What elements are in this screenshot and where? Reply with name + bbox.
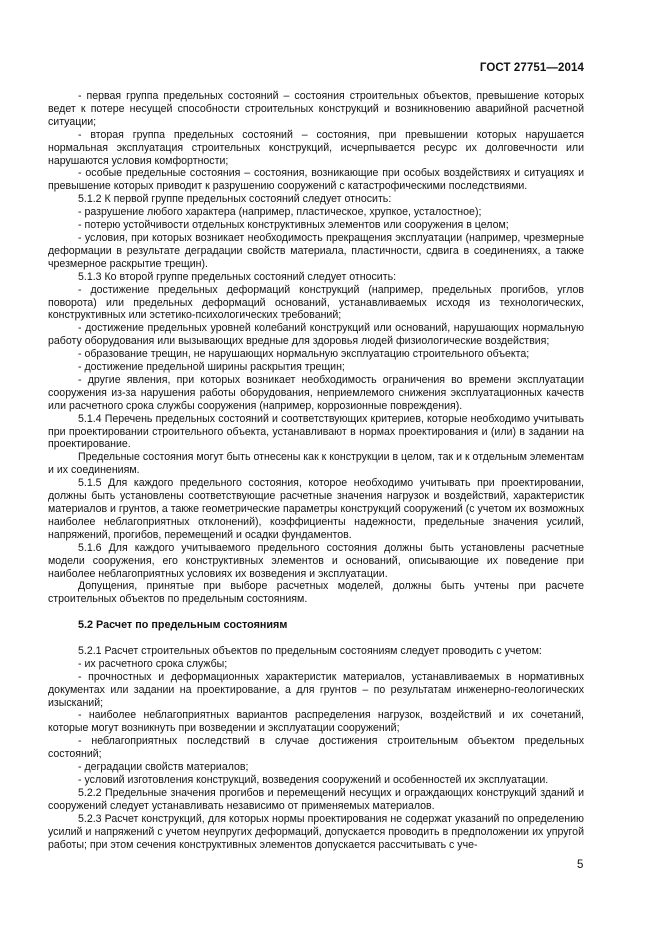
document-header-id: ГОСТ 27751—2014: [479, 62, 584, 74]
section-heading-5-2: 5.2 Расчет по предельным состояниям: [78, 619, 288, 632]
list-item: - другие явления, при которых возникает необходимость ограничения во времени эксплуатации сооружения из-за нарушения работы оборудования, неприемлемого снижения эксплуатационных качеств или расчетного срока службы сооружения (например, коррозионные повреждения).: [48, 373, 584, 412]
list-item: - наиболее неблагоприятных вариантов распределения нагрузок, воздействий и их сочетаний, которые могут возникнуть при возведении и эксплуатации сооружений;: [48, 709, 584, 735]
list-item: - достижение предельных деформаций конструкций (например, предельных прогибов, углов поворота) или предельных деформаций оснований, устанавливаемых исходя из технологических, конструктивных или эстетико-психологических требований;: [48, 283, 584, 322]
list-item: - условия, при которых возникает необходимость прекращения эксплуатации (например, чрезмерные деформации в результате деградации свойств материала, пластичности, сдвига в соединениях, а также чрезмерное раскрытие трещин).: [48, 231, 584, 270]
list-item: - потерю устойчивости отдельных конструктивных элементов или сооружения в целом;: [78, 219, 509, 232]
clause-5-2-1-intro: 5.2.1 Расчет строительных объектов по предельным состояниям следует проводить с учетом:: [78, 644, 542, 657]
clause-5-1-5: 5.1.5 Для каждого предельного состояния, которое необходимо учитывать при проектировании, должны быть установлены соответствующие расчетные значения нагрузок и воздействий, характеристик материалов и грунтов, а также геометрические параметры конструкций сооружений (с учетом их возможных наиболее неблагоприятных отклонений), коэффициенты надежности, предельные значения усилий, напряжений, прогибов, перемещений и осадки фундаментов.: [48, 477, 584, 541]
clause-5-1-4: 5.1.4 Перечень предельных состояний и соответствующих критериев, которые необходимо учитывать при проектировании строительного объекта, устанавливают в нормах проектирования и (или) в задании на проектирование.: [48, 412, 584, 451]
list-item: - образование трещин, не нарушающих нормальную эксплуатацию строительного объекта;: [78, 348, 530, 361]
clause-5-1-2-intro: 5.1.2 К первой группе предельных состояний следует относить:: [78, 193, 392, 206]
page-number: 5: [577, 859, 584, 871]
clause-5-1-4-note: Предельные состояния могут быть отнесены как к конструкции в целом, так и к отдельным элементам и их соединениям.: [48, 451, 584, 477]
list-item: - деградации свойств материалов;: [78, 761, 249, 774]
list-item: - прочностных и деформационных характеристик материалов, устанавливаемых в нормативных документах или задании на проектирование, а для грунтов – по результатам инженерно-геологических изысканий;: [48, 670, 584, 709]
list-item: - неблагоприятных последствий в случае достижения строительным объектом предельных состояний;: [48, 735, 584, 761]
paragraph-second-group: - вторая группа предельных состояний – состояния, при превышении которых нарушается нормальная эксплуатация строительных конструкций, исчерпывается ресурс их долговечности или нарушаются условия комфортности;: [48, 128, 584, 167]
paragraph-special-states: - особые предельные состояния – состояния, возникающие при особых воздействиях и ситуациях и превышение которых приводит к разрушению сооружений с катастрофическими последствиями.: [48, 167, 584, 193]
paragraph-first-group: - первая группа предельных состояний – состояния строительных объектов, превышение которых ведет к потере несущей способности строительных конструкций и возникновению аварийной расчетной ситуации;: [48, 90, 584, 128]
clause-5-1-3-intro: 5.1.3 Ко второй группе предельных состояний следует относить:: [78, 270, 397, 283]
list-item: - условий изготовления конструкций, возведения сооружений и особенностей их эксплуатации.: [78, 774, 549, 786]
clause-5-1-6-note: Допущения, принятые при выборе расчетных моделей, должны быть учтены при расчете строительных объектов по предельным состояниям.: [48, 580, 584, 606]
clause-5-1-6: 5.1.6 Для каждого учитываемого предельного состояния должны быть установлены расчетные модели сооружения, его конструктивных элементов и оснований, описывающие их поведение при наиболее неблагоприятных условиях их возведения и эксплуатации.: [48, 541, 584, 580]
clause-5-2-2: 5.2.2 Предельные значения прогибов и перемещений несущих и ограждающих конструкций зданий и сооружений следует устанавливать независимо от применяемых материалов.: [48, 786, 584, 812]
clause-5-2-3: 5.2.3 Расчет конструкций, для которых нормы проектирования не содержат указаний по определению усилий и напряжений с учетом неупругих деформаций, допускается проводить в предположении их упругой работы; при этом сечения конструктивных элементов допускается рассчитывать с уче-: [48, 812, 584, 851]
spacer: [48, 606, 584, 619]
spacer: [48, 632, 584, 645]
list-item: - достижение предельных уровней колебаний конструкций или оснований, нарушающих нормальную работу оборудования или вызывающих вредные для здоровья людей физиологические воздействия;: [48, 322, 584, 348]
list-item: - их расчетного срока службы;: [78, 657, 228, 670]
document-body: [48, 90, 584, 851]
list-item: - достижение предельной ширины раскрытия трещин;: [78, 361, 345, 374]
list-item: - разрушение любого характера (например, пластическое, хрупкое, усталостное);: [78, 206, 482, 219]
